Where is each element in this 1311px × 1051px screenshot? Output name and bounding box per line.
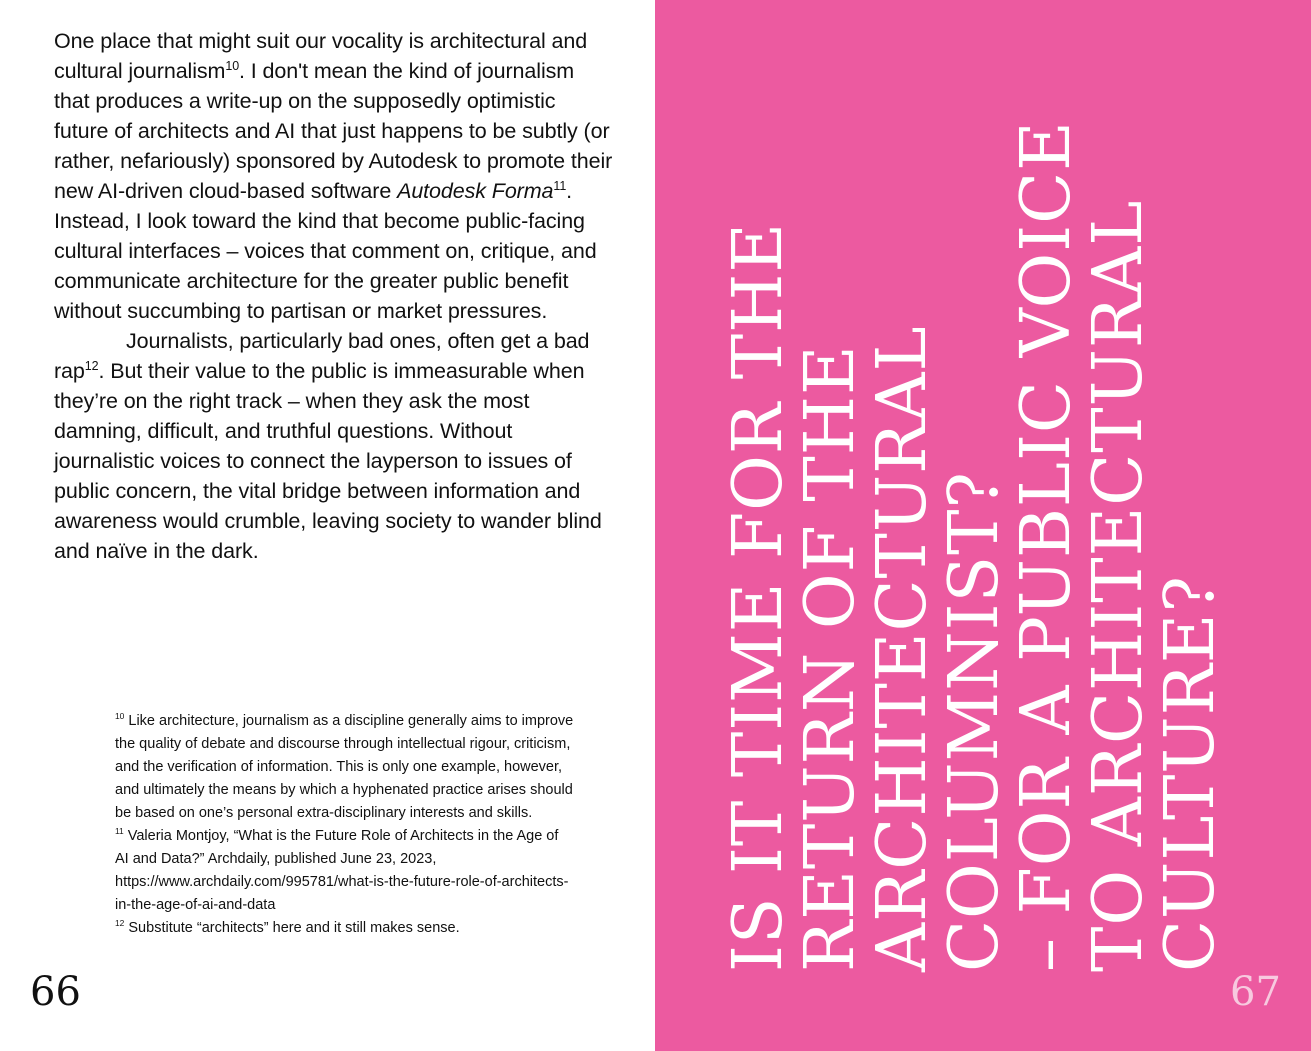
rotated-headline: [719, 120, 1230, 972]
page-number-left: 66: [30, 969, 81, 1015]
paragraph-2-text-a: Journalists, particularly bad ones, often get a bad rap: [54, 329, 590, 383]
paragraph-1-italic: Autodesk Forma: [397, 179, 554, 203]
paragraph-1: [54, 26, 614, 326]
headline-line-4: COLUMNIST?: [935, 471, 1014, 972]
footnote-number: 12: [115, 918, 125, 929]
headline-line-5: – FOR A PUBLIC VOICE: [1007, 120, 1086, 972]
headline-line-6: TO ARCHITECTURAL: [1079, 199, 1158, 972]
footnote-ref-11: 11: [553, 178, 567, 193]
headline-line-7: CULTURE?: [1151, 575, 1230, 972]
footnote-11: [115, 825, 575, 917]
footnote-ref-10: 10: [225, 58, 240, 73]
footnote-text: Like architecture, journalism as a discipline generally aims to improve the quality of debate and discourse through intellectual rigour, criticism, and the verification of information. This is only one example, however, and ultimately the means by which a hyphenated practice arises should be based on one’s personal extra-disciplinary interests and skills.: [115, 713, 574, 821]
headline-line-1: IS IT TIME FOR THE: [719, 221, 798, 972]
footnote-number: 11: [115, 826, 124, 837]
page-number-right: 67: [1230, 969, 1281, 1015]
footnote-text: Valeria Montjoy, “What is the Future Role of Architects in the Age of AI and Data?” Archdaily, published June 23, 2023, https://www.archdaily.com/995781/what-is-the-future-role-of-architects-in-the-age-of-ai-and-data: [115, 828, 569, 913]
footnote-10: [115, 710, 575, 825]
footnote-number: 10: [115, 711, 125, 722]
body-text: [54, 26, 614, 566]
paragraph-2-text-b: . But their value to the public is immeasurable when they’re on the right track – when they ask the most damning, difficult, and truthful questions. Without journalistic voices to connect the layperson to issues of public concern, the vital bridge between information and awareness would crumble, leaving society to wander blind and naïve in the dark.: [54, 359, 602, 563]
footnote-text: Substitute “architects” here and it still makes sense.: [124, 920, 460, 936]
paragraph-1-text-c: . Instead, I look toward the kind that become public-facing cultural interfaces – voices that comment on, critique, and communicate architecture for the greater public benefit without succumbing to partisan or market pressures.: [54, 179, 597, 323]
left-page: [0, 0, 655, 1051]
paragraph-1-text-a: One place that might suit our vocality is architectural and cultural journalism: [54, 29, 588, 83]
footnote-ref-12: 12: [84, 358, 99, 373]
footnotes: [115, 710, 575, 940]
paragraph-1-text-b: . I don't mean the kind of journalism that produces a write-up on the supposedly optimistic future of architects and AI that just happens to be subtly (or rather, nefariously) sponsored by Autodesk to promote their new AI-driven cloud-based software: [54, 59, 613, 203]
footnote-12: [115, 917, 575, 940]
headline-line-2: RETURN OF THE: [791, 344, 870, 972]
headline-line-3: ARCHITECTURAL: [863, 325, 942, 972]
paragraph-2: [54, 326, 614, 566]
